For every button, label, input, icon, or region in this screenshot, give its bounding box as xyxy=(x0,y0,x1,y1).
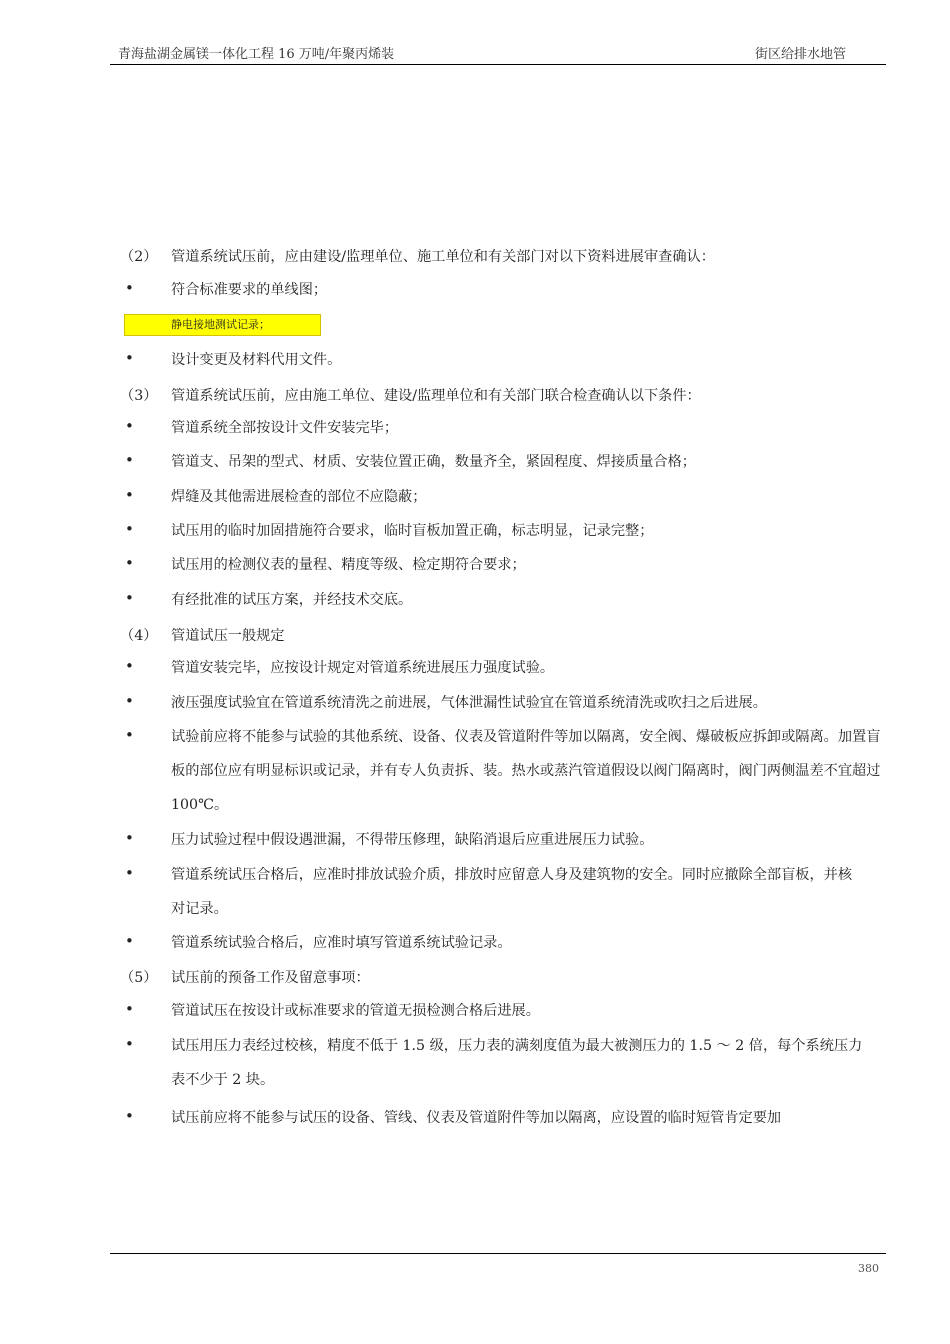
bullet-icon: • xyxy=(125,554,134,572)
page-header xyxy=(110,46,886,65)
header-project-title: 青海盐湖金属镁一体化工程 16 万吨/年聚丙烯装 xyxy=(118,47,395,62)
section-text: 管道系统试压前，应由施工单位、建设/监理单位和有关部门联合检查确认以下条件： xyxy=(171,388,701,404)
header-section-title: 街区给排水地管 xyxy=(754,47,846,62)
list-item-text: 试压前应将不能参与试压的设备、管线、仪表及管道附件等加以隔离，应设置的临时短管肯定要加 xyxy=(171,1110,782,1126)
bullet-icon: • xyxy=(125,829,134,847)
list-item-text: 压力试验过程中假设遇泄漏，不得带压修理，缺陷消退后应重进展压力试验。 xyxy=(171,832,654,848)
section-number: （4） xyxy=(120,628,158,644)
list-item-text: 符合标准要求的单线图； xyxy=(171,282,328,298)
page-number: 380 xyxy=(858,1262,879,1275)
list-item-text: 管道试压在按设计或标准要求的管道无损检测合格后进展。 xyxy=(171,1003,540,1019)
list-item-text: 试压用的临时加固措施符合要求，临时盲板加置正确，标志明显，记录完整； xyxy=(171,523,654,539)
list-item-text: 管道系统试验合格后，应准时填写管道系统试验记录。 xyxy=(171,935,512,951)
list-item-text: 有经批准的试压方案，并经技术交底。 xyxy=(171,592,413,608)
list-item-text: 焊缝及其他需进展检查的部位不应隐蔽； xyxy=(171,489,427,505)
list-item-text: 试验前应将不能参与试验的其他系统、设备、仪表及管道附件等加以隔离，安全阀、爆破板应拆卸或隔离。加置盲板的部位应有明显标识或记录，并有专人负责拆、装。热水或蒸汽管道假设以阀门隔离时，阀门两侧温差不宜超过 100℃。 xyxy=(171,729,881,813)
bullet-icon: • xyxy=(125,726,134,744)
highlighted-text: 静电接地测试记录； xyxy=(171,318,270,331)
bullet-icon: • xyxy=(125,417,134,435)
section-number: （2） xyxy=(120,249,158,265)
section-text: 试压前的预备工作及留意事项： xyxy=(171,970,370,986)
bullet-icon: • xyxy=(125,932,134,950)
bullet-icon: • xyxy=(125,1000,134,1018)
bullet-icon: • xyxy=(125,864,134,882)
section-number: （3） xyxy=(120,388,158,404)
list-item-text: 试压用的检测仪表的量程、精度等级、检定期符合要求； xyxy=(171,557,526,573)
bullet-icon: • xyxy=(125,451,134,469)
section-text: 管道系统试压前，应由建设/监理单位、施工单位和有关部门对以下资料进展审查确认： xyxy=(171,249,715,265)
list-item-text: 设计变更及材料代用文件。 xyxy=(171,352,342,368)
bullet-icon: • xyxy=(125,1035,134,1053)
list-item-text: 管道系统试压合格后，应准时排放试验介质，排放时应留意人身及建筑物的安全。同时应撤除全部盲板，并核对记录。 xyxy=(171,867,853,917)
section-number: （5） xyxy=(120,970,158,986)
section-text: 管道试压一般规定 xyxy=(171,628,285,644)
footer-rule xyxy=(110,1253,886,1254)
bullet-icon: • xyxy=(125,279,134,297)
list-item-text: 管道系统全部按设计文件安装完毕； xyxy=(171,420,399,436)
bullet-icon: • xyxy=(125,657,134,675)
list-item-text: 管道安装完毕，应按设计规定对管道系统进展压力强度试验。 xyxy=(171,660,555,676)
list-item-text: 液压强度试验宜在管道系统清洗之前进展，气体泄漏性试验宜在管道系统清洗或吹扫之后进展。 xyxy=(171,695,767,711)
bullet-icon: • xyxy=(125,1107,134,1125)
highlighted-list-item xyxy=(124,314,321,336)
list-item-text: 管道支、吊架的型式、材质、安装位置正确，数量齐全，紧固程度、焊接质量合格； xyxy=(171,454,696,470)
bullet-icon: • xyxy=(125,589,134,607)
bullet-icon: • xyxy=(125,486,134,504)
bullet-icon: • xyxy=(125,520,134,538)
bullet-icon: • xyxy=(125,349,134,367)
bullet-icon: • xyxy=(125,692,134,710)
list-item-text: 试压用压力表经过校核，精度不低于 1.5 级，压力表的满刻度值为最大被测压力的 1.5 ～ 2 倍，每个系统压力表不少于 2 块。 xyxy=(171,1038,863,1088)
